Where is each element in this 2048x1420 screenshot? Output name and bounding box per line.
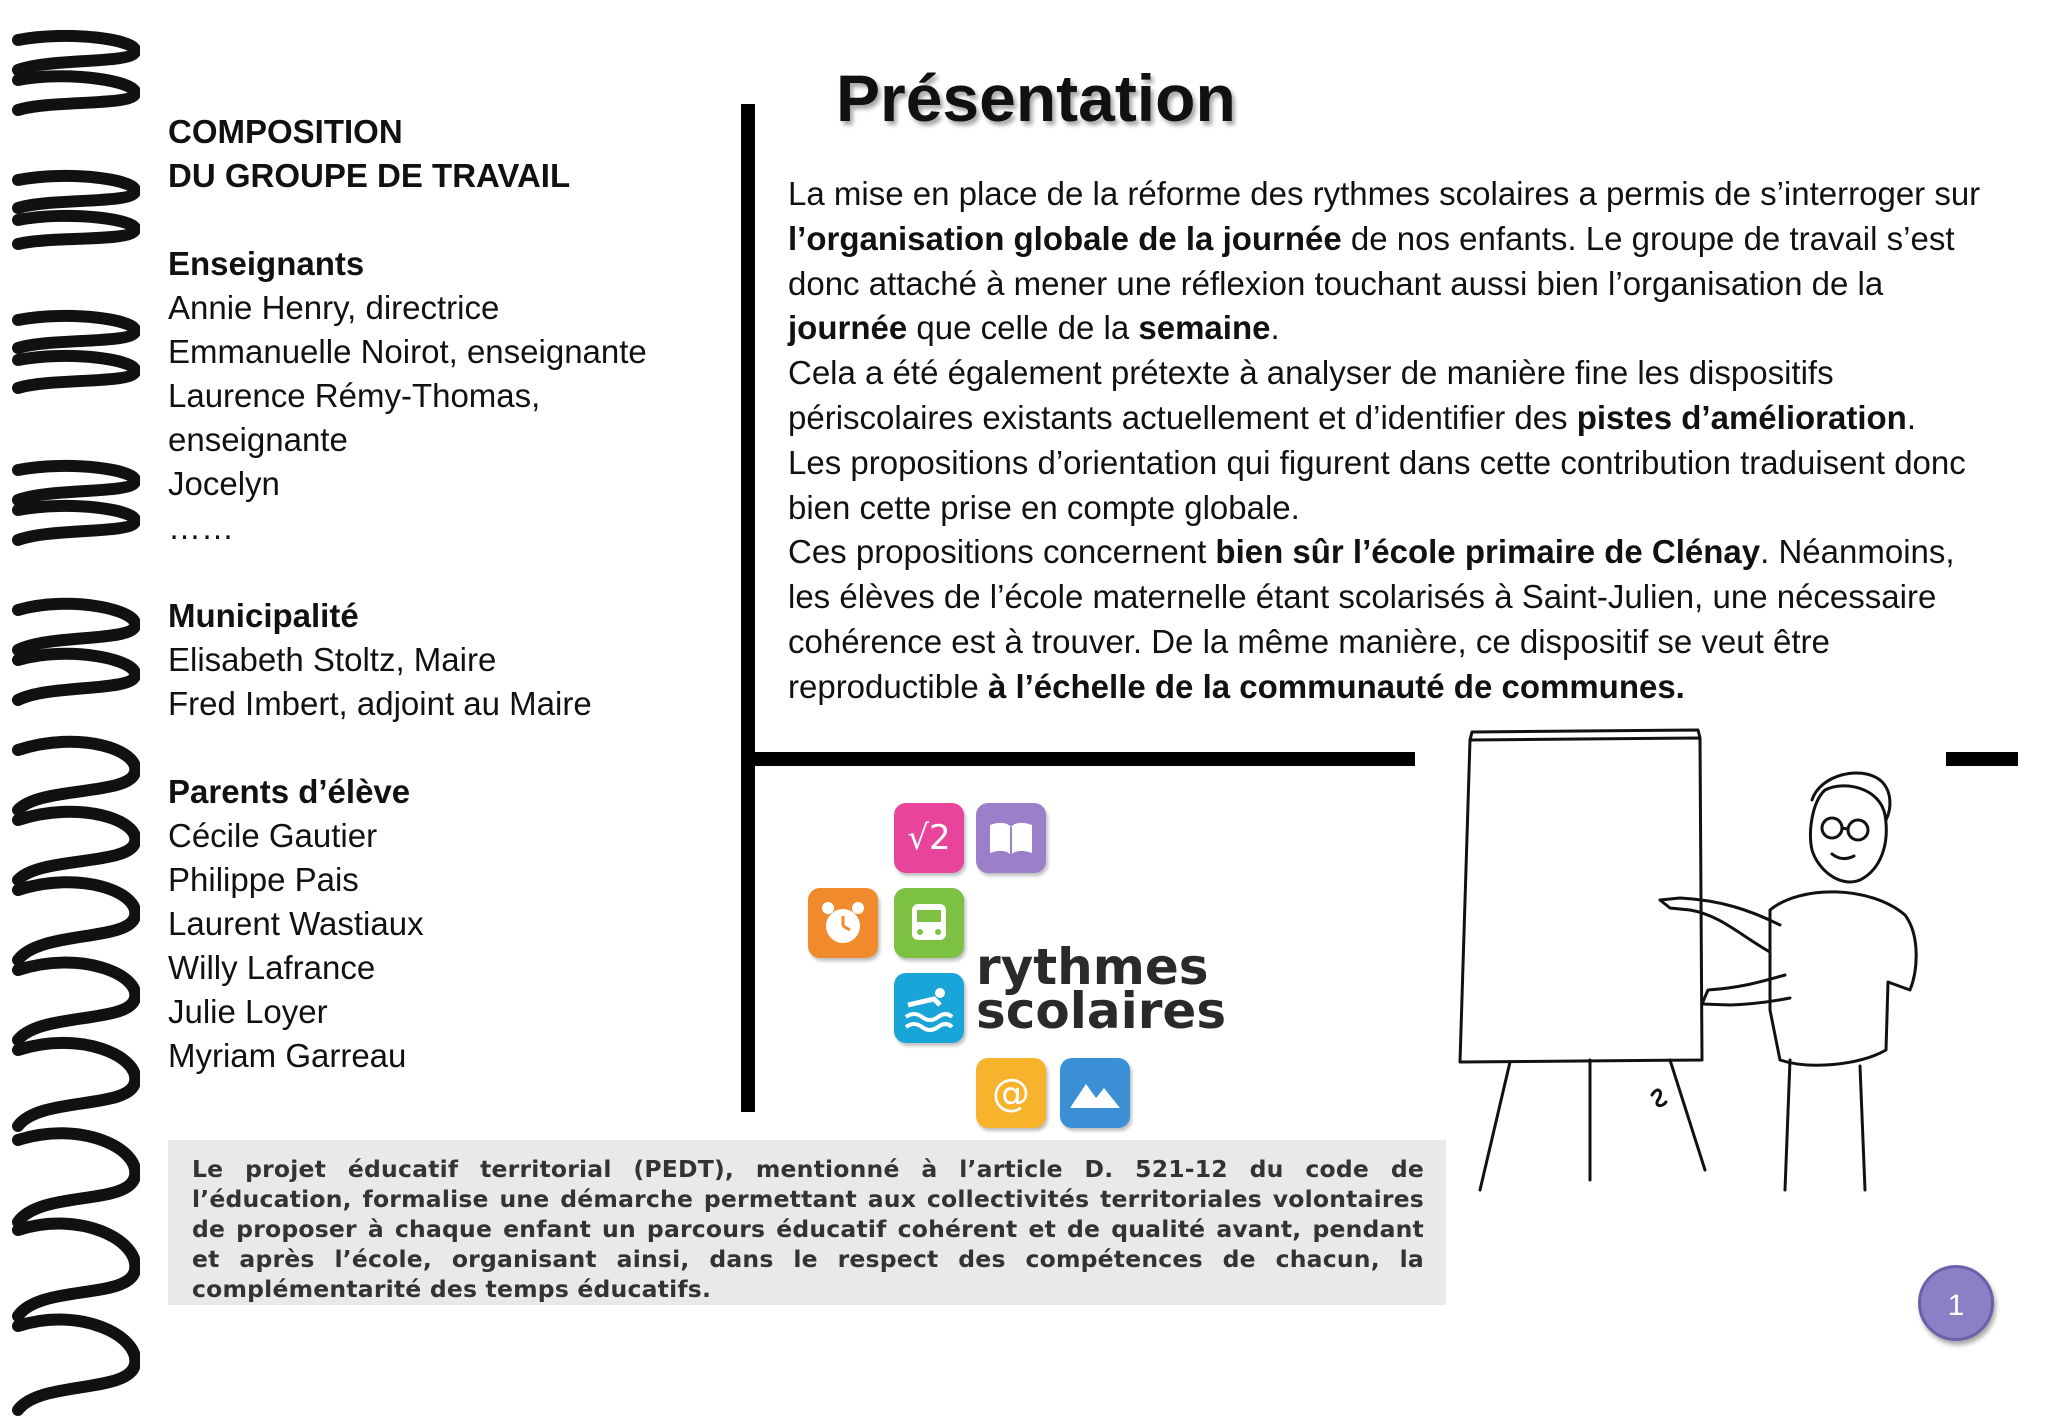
member-item: Cécile Gautier [168, 817, 378, 854]
horizontal-divider-right [1946, 752, 2018, 766]
mountain-tile-icon [1060, 1058, 1130, 1128]
member-item: Laurence Rémy-Thomas, enseignante [168, 377, 541, 458]
member-item: Jocelyn [168, 465, 280, 502]
paragraph: Les propositions d’orientation qui figurent dans cette contribution traduisent donc bien cette prise en compte globale. [788, 443, 1966, 526]
vertical-divider [741, 104, 755, 1112]
member-item: Elisabeth Stoltz, Maire [168, 641, 497, 678]
rythmes-scolaires-logo [800, 795, 1260, 1135]
page-number-badge: 1 [1918, 1265, 1994, 1341]
member-item: Fred Imbert, adjoint au Maire [168, 685, 592, 722]
pedt-definition-box: Le projet éducatif territorial (PEDT), mentionné à l’article D. 521-12 du code de l’éducation, formalise une démarche permettant aux collectivités territoriales volontaires de proposer à chaque enfant un parcours éducatif cohérent et de qualité avant, pendant et après l’école, organisant ainsi, dans le respect des compétences de chacun, la complémentarité des temps éducatifs. [168, 1140, 1446, 1305]
group-heading-municipality: Municipalité [168, 597, 359, 634]
spiral-binding [10, 30, 140, 1420]
math-tile-icon: √2 [894, 803, 964, 873]
paragraph: Ces propositions concernent bien sûr l’école primaire de Clénay. Néanmoins, les élèves de l’école maternelle étant scolarisés à Saint-Julien, une nécessaire cohérence est à trouver. De la même manière, ce dispositif se veut être reproductible à l’échelle de la communauté de communes. [788, 533, 1955, 705]
member-item: Philippe Pais [168, 861, 359, 898]
member-item: Annie Henry, directrice [168, 289, 500, 326]
paragraph: Cela a été également prétexte à analyser de manière fine les dispositifs périscolaires existants actuellement et d’identifier des pistes d’amélioration. [788, 354, 1916, 436]
presentation-text [788, 172, 1998, 710]
presenter-flipchart-illustration [1440, 720, 1940, 1200]
member-item: Willy Lafrance [168, 949, 376, 986]
at-sign-tile-icon: @ [976, 1058, 1046, 1128]
logo-wordmark: rythmes scolaires [976, 938, 1227, 1040]
composition-heading-line1: COMPOSITION [168, 113, 403, 150]
composition-heading-line2: DU GROUPE DE TRAVAIL [168, 157, 571, 194]
member-item: Emmanuelle Noirot, enseignante [168, 333, 647, 370]
alarm-clock-tile-icon [808, 888, 878, 958]
member-item: Laurent Wastiaux [168, 905, 424, 942]
member-item: Myriam Garreau [168, 1037, 407, 1074]
member-item: …… [168, 509, 234, 546]
book-tile-icon [976, 803, 1046, 873]
bus-tile-icon [894, 888, 964, 958]
group-heading-teachers: Enseignants [168, 245, 365, 282]
page-title: Présentation [836, 61, 1236, 135]
member-item: Julie Loyer [168, 993, 328, 1030]
paragraph: La mise en place de la réforme des rythmes scolaires a permis de s’interroger sur l’organisation globale de la journée de nos enfants. Le groupe de travail s’est donc attaché à mener une réflexion touchant aussi bien l’organisation de la journée que celle de la semaine. [788, 175, 1981, 347]
swimming-tile-icon [894, 973, 964, 1043]
group-heading-parents: Parents d’élève [168, 773, 411, 810]
working-group-composition [168, 110, 728, 1078]
horizontal-divider [753, 752, 1415, 766]
